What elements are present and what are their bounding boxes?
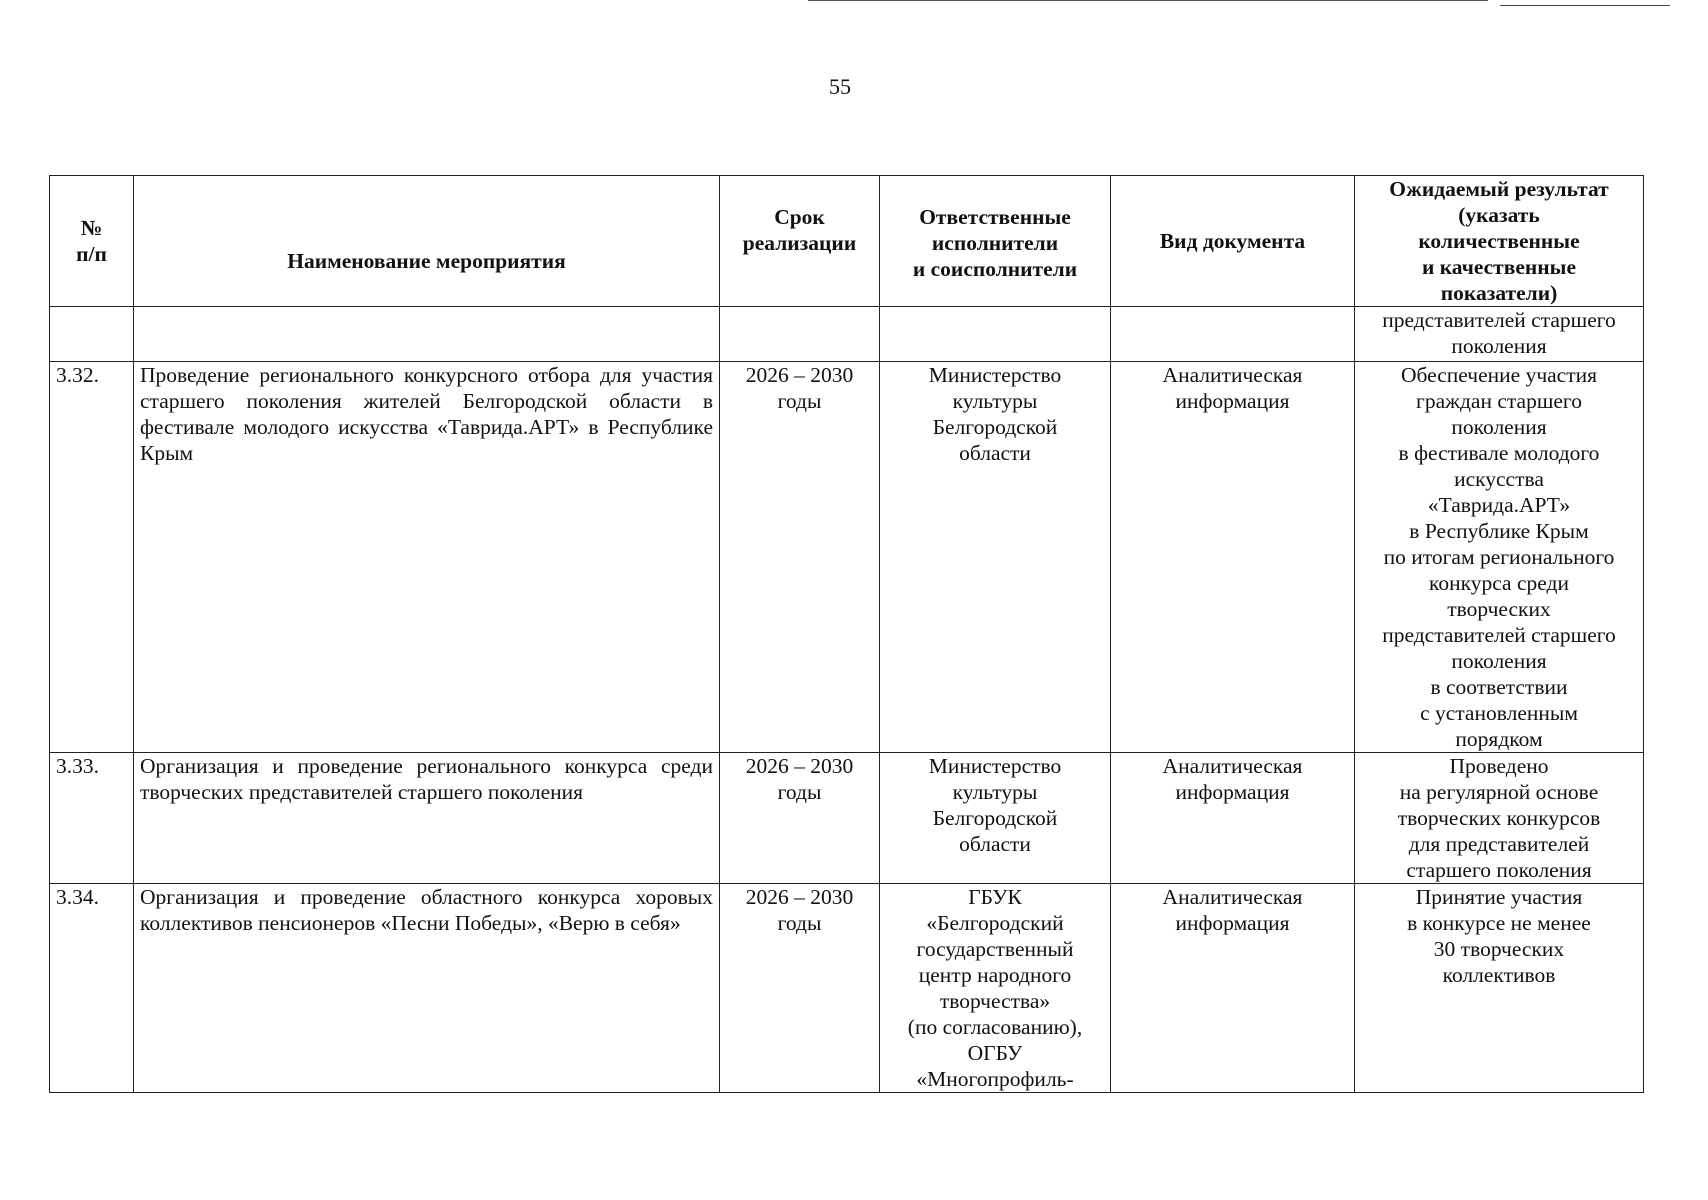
cell-num: 3.33. — [50, 753, 134, 884]
table-row — [50, 884, 1644, 1093]
header-term: Срок реализации — [720, 176, 880, 307]
cell-name: Организация и проведение областного конкурса хоровых коллективов пенсионеров «Песни Победы», «Верю в себя» — [134, 884, 720, 1093]
cell-responsible: Министерство культуры Белгородской области — [880, 753, 1111, 884]
header-responsible: Ответственные исполнители и соисполнители — [880, 176, 1111, 307]
cell-responsible: ГБУК «Белгородский государственный центр народного творчества» (по согласованию), ОГБУ «Многопрофиль- — [880, 884, 1111, 1093]
cell-name — [134, 307, 720, 362]
table-row — [50, 753, 1644, 884]
cell-term: 2026 – 2030 годы — [720, 884, 880, 1093]
measures-table — [49, 175, 1644, 1093]
header-result: Ожидаемый результат (указать количественные и качественные показатели) — [1355, 176, 1644, 307]
table-header-row — [50, 176, 1644, 307]
cell-num: 3.34. — [50, 884, 134, 1093]
scan-border-line — [808, 0, 1488, 1]
header-doc-type: Вид документа — [1111, 176, 1355, 307]
cell-result: представителей старшего поколения — [1355, 307, 1644, 362]
scan-border-line — [1500, 5, 1670, 6]
cell-name: Проведение регионального конкурсного отбора для участия старшего поколения жителей Белгородской области в фестивале молодого искусства «Таврида.АРТ» в Республике Крым — [134, 362, 720, 753]
cell-result: Проведено на регулярной основе творческих конкурсов для представителей старшего поколения — [1355, 753, 1644, 884]
cell-doc-type: Аналитическая информация — [1111, 753, 1355, 884]
header-name: Наименование мероприятия — [134, 176, 720, 307]
cell-responsible — [880, 307, 1111, 362]
cell-responsible: Министерство культуры Белгородской области — [880, 362, 1111, 753]
cell-result: Обеспечение участия граждан старшего поколения в фестивале молодого искусства «Таврида.АРТ» в Республике Крым по итогам регионального конкурса среди творческих представителей старшего поколения в соответствии с установленным порядком — [1355, 362, 1644, 753]
cell-doc-type — [1111, 307, 1355, 362]
cell-term: 2026 – 2030 годы — [720, 362, 880, 753]
table-row-continuation — [50, 307, 1644, 362]
cell-doc-type: Аналитическая информация — [1111, 362, 1355, 753]
cell-num — [50, 307, 134, 362]
header-num: № п/п — [50, 176, 134, 307]
cell-doc-type: Аналитическая информация — [1111, 884, 1355, 1093]
cell-result: Принятие участия в конкурсе не менее 30 творческих коллективов — [1355, 884, 1644, 1093]
cell-term: 2026 – 2030 годы — [720, 753, 880, 884]
cell-num: 3.32. — [50, 362, 134, 753]
table-row — [50, 362, 1644, 753]
page-number: 55 — [829, 74, 851, 99]
cell-term — [720, 307, 880, 362]
cell-name: Организация и проведение регионального конкурса среди творческих представителей старшего поколения — [134, 753, 720, 884]
